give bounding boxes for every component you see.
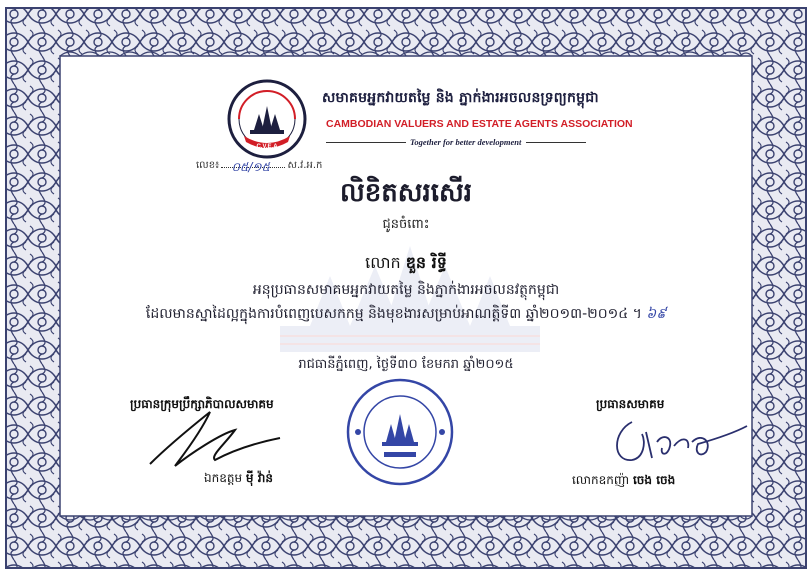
org-name-khmer: សមាគមអ្នកវាយតម្លៃ និង ភ្នាក់ងារអចលនទ្រព្យកម្ពុជា <box>322 90 599 106</box>
reference-label: លេខ៖ <box>196 160 220 171</box>
left-signatory-fullname: មុី វ៉ាន់ <box>245 471 273 485</box>
body-line-2-text: ដែលមានស្នាដៃល្អក្នុងការបំពេញបេសកកម្ម និងមុខងារសម្រាប់អាណត្តិទី៣ ឆ្នាំ២០១៣-២០១៤ ។ <box>145 306 642 322</box>
body-line-2 <box>0 304 812 325</box>
left-signatory-prefix: ឯកឧត្តម <box>204 471 243 485</box>
left-signature <box>140 404 290 474</box>
right-signatory-name <box>572 472 675 490</box>
handwritten-mark: ៦៩ <box>646 306 667 322</box>
right-signatory-title: ប្រធានសមាគម <box>596 397 665 411</box>
reference-field <box>221 160 285 174</box>
official-stamp <box>344 376 456 488</box>
certificate-title: លិខិតសរសើរ <box>339 178 473 208</box>
logo-acronym: C.V.E.A <box>256 144 278 150</box>
recipient-name: ឌួន រិទ្ធី <box>405 253 447 272</box>
recipient-prefix: លោក <box>365 253 401 272</box>
left-signatory-name <box>204 470 273 488</box>
org-tagline: Together for better development <box>410 137 522 147</box>
org-name-english: CAMBODIAN VALUERS AND ESTATE AGENTS ASSOCIATION <box>326 118 633 130</box>
tagline-rule-left <box>326 142 406 143</box>
association-logo <box>226 78 308 160</box>
reference-number: ០៥/១៥ <box>231 160 271 174</box>
right-signatory-fullname: ចេង ចេង <box>632 473 676 487</box>
left-signatory-title: ប្រធានក្រុមប្រឹក្សាភិបាលសមាគម <box>130 397 274 411</box>
issue-date: រាជធានីភ្នំពេញ, ថ្ងៃទី៣០ ខែមករា ឆ្នាំ២០១៥ <box>298 357 514 372</box>
tagline-rule-right <box>526 142 586 143</box>
right-signature <box>602 412 752 472</box>
recipient <box>0 252 812 276</box>
addressed-to: ជូនចំពោះ <box>382 217 430 232</box>
body-line-1: អនុប្រធានសមាគមអ្នកវាយតម្លៃ និងភ្នាក់ងារអចលនវត្ថុកម្ពុជា <box>252 282 560 298</box>
reference-suffix: ស.វ.អ.ក <box>287 160 323 171</box>
reference-number-row <box>196 158 322 173</box>
right-signatory-prefix: លោកឧកញ៉ា <box>572 473 630 487</box>
